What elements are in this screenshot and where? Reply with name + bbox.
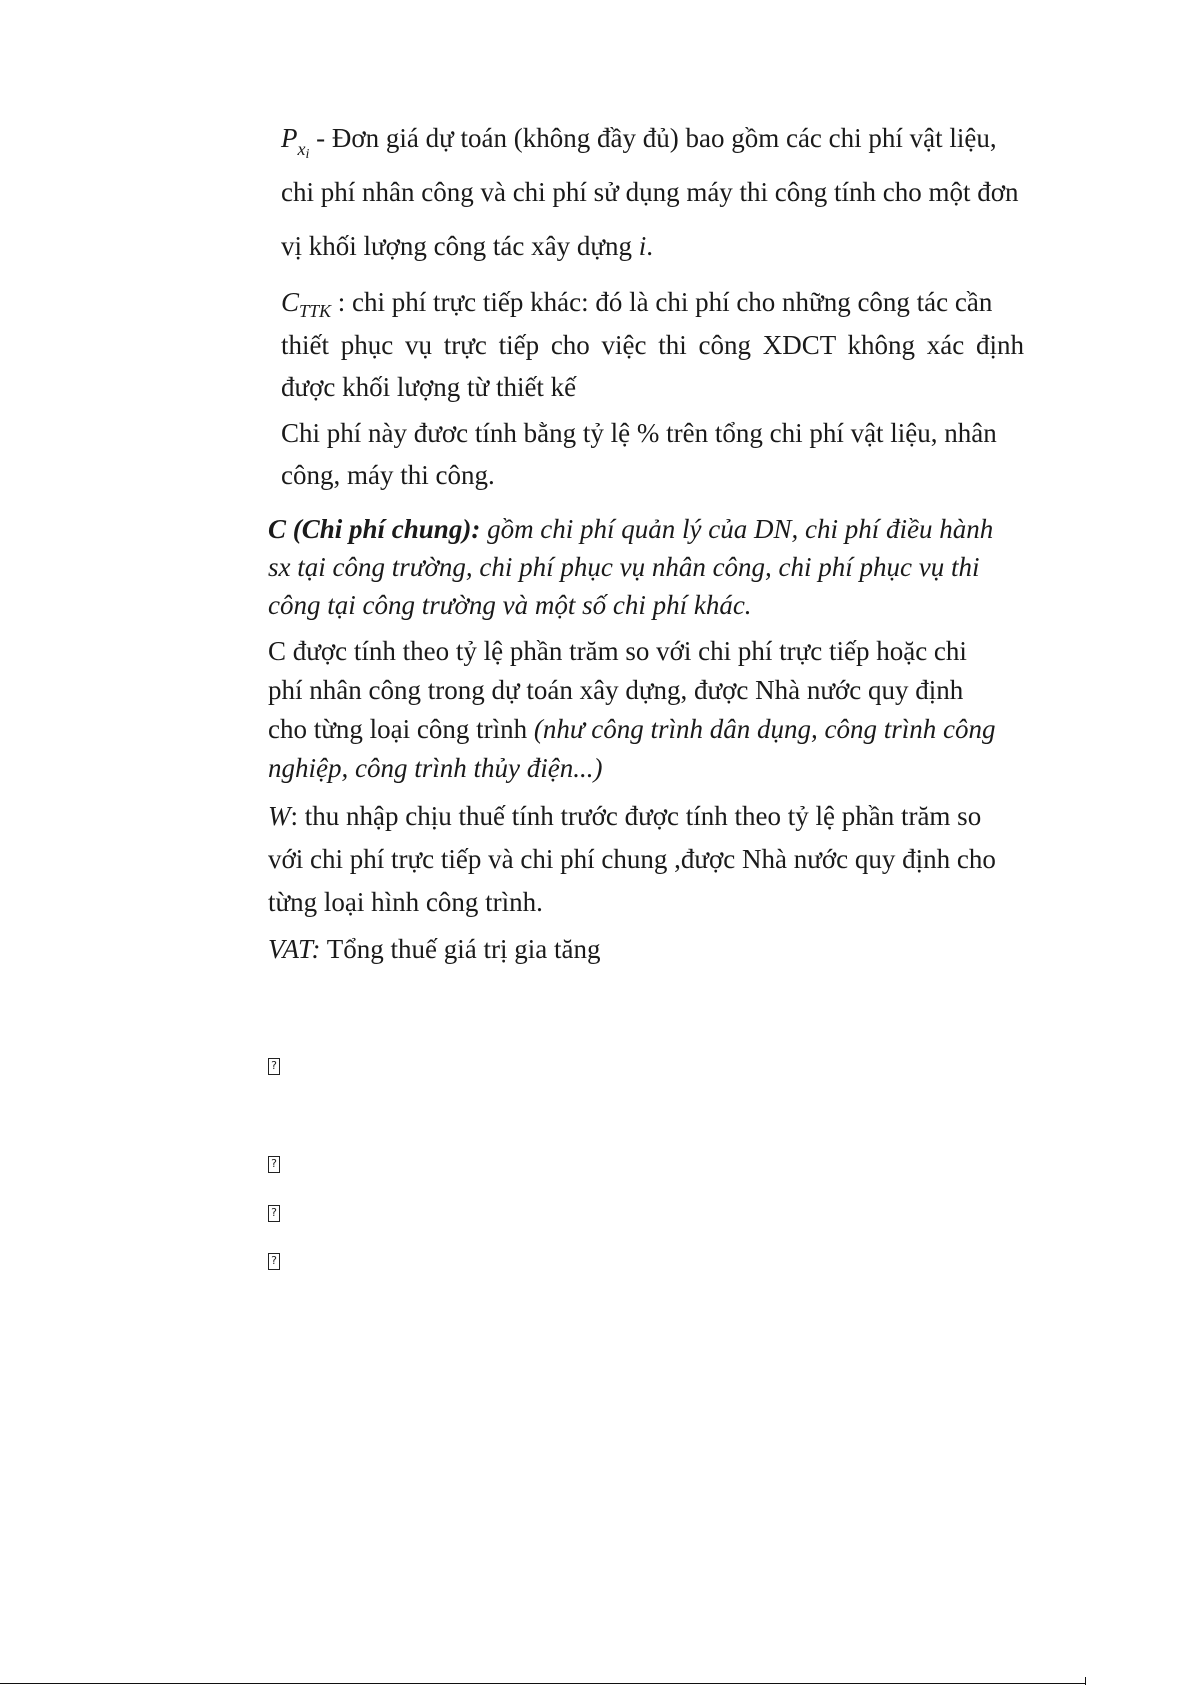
pxi-line-3 (281, 219, 1019, 273)
rate-line-1: C được tính theo tỷ lệ phần trăm so với chi phí trực tiếp hoặc chi (268, 636, 967, 666)
overhead-line-1 (268, 510, 993, 548)
bottom-border-line (0, 1683, 1085, 1684)
paragraph-overhead-rate (268, 632, 996, 788)
paragraph-cttk-note (281, 412, 997, 496)
vat-line (268, 929, 600, 969)
rate-line-3 (268, 710, 996, 749)
bottom-border-tick (1085, 1677, 1086, 1685)
pxi-line-3-end: . (646, 231, 654, 261)
cttk-note-line-2: công, máy thi công. (281, 460, 495, 490)
w-line-1-text: : thu nhập chịu thuế tính trước được tính theo tỷ lệ phần trăm so (290, 801, 982, 831)
missing-glyph-icon: ? (268, 1253, 280, 1270)
rate-line-3-italic: (như công trình dân dụng, công trình công (533, 714, 996, 744)
rate-line-3-text: cho từng loại công trình (268, 714, 534, 744)
math-subscript-i: i (305, 147, 310, 162)
w-line-3: từng loại hình công trình. (268, 887, 543, 917)
rate-line-2: phí nhân công trong dự toán xây dựng, được Nhà nước quy định (268, 675, 964, 705)
cttk-line-1 (281, 280, 1024, 324)
cttk-line-3: được khối lượng từ thiết kế (281, 372, 577, 402)
cttk-line-2: thiết phục vụ trực tiếp cho việc thi công XDCT không xác định (281, 330, 1024, 360)
paragraph-pxi-definition (281, 111, 1019, 273)
math-symbol-p: P (281, 123, 298, 153)
overhead-label: C (Chi phí chung): (268, 514, 481, 544)
missing-glyph-icon: ? (268, 1205, 280, 1222)
pxi-line-1 (281, 111, 1019, 165)
w-label: W (268, 801, 291, 831)
overhead-line-2: sx tại công trường, chi phí phục vụ nhân công, chi phí phục vụ thi (268, 552, 980, 582)
paragraph-cttk-definition (281, 280, 1024, 408)
paragraph-overhead-definition (268, 510, 993, 624)
rate-line-4: nghiệp, công trình thủy điện...) (268, 753, 603, 783)
math-variable-i: i (638, 231, 647, 261)
pxi-line-3-text: vị khối lượng công tác xây dựng (281, 231, 639, 261)
overhead-line-1-text: gồm chi phí quản lý của DN, chi phí điều hành (480, 514, 994, 544)
paragraph-vat (268, 929, 600, 969)
math-subscript-x: x (297, 139, 306, 159)
overhead-line-3: công tại công trường và một số chi phí khác. (268, 590, 752, 620)
math-subscript-ttk: TTK (299, 301, 332, 321)
paragraph-taxable-income (268, 795, 996, 924)
pxi-line-1-text: - Đơn giá dự toán (không đầy đủ) bao gồm các chi phí vật liệu, (309, 123, 997, 153)
vat-label: VAT: (268, 934, 321, 964)
pxi-line-2: chi phí nhân công và chi phí sử dụng máy thi công tính cho một đơn (281, 177, 1019, 207)
missing-glyph-icon: ? (268, 1058, 280, 1075)
cttk-line-1-text: : chi phí trực tiếp khác: đó là chi phí cho những công tác cần (331, 287, 993, 317)
cttk-note-line-1: Chi phí này đươc tính bằng tỷ lệ % trên tổng chi phí vật liệu, nhân (281, 418, 997, 448)
w-line-2: với chi phí trực tiếp và chi phí chung ,được Nhà nước quy định cho (268, 844, 996, 874)
math-symbol-c: C (281, 287, 300, 317)
missing-glyph-icon: ? (268, 1156, 280, 1173)
w-line-1 (268, 795, 996, 838)
vat-text: Tổng thuế giá trị gia tăng (320, 934, 601, 964)
